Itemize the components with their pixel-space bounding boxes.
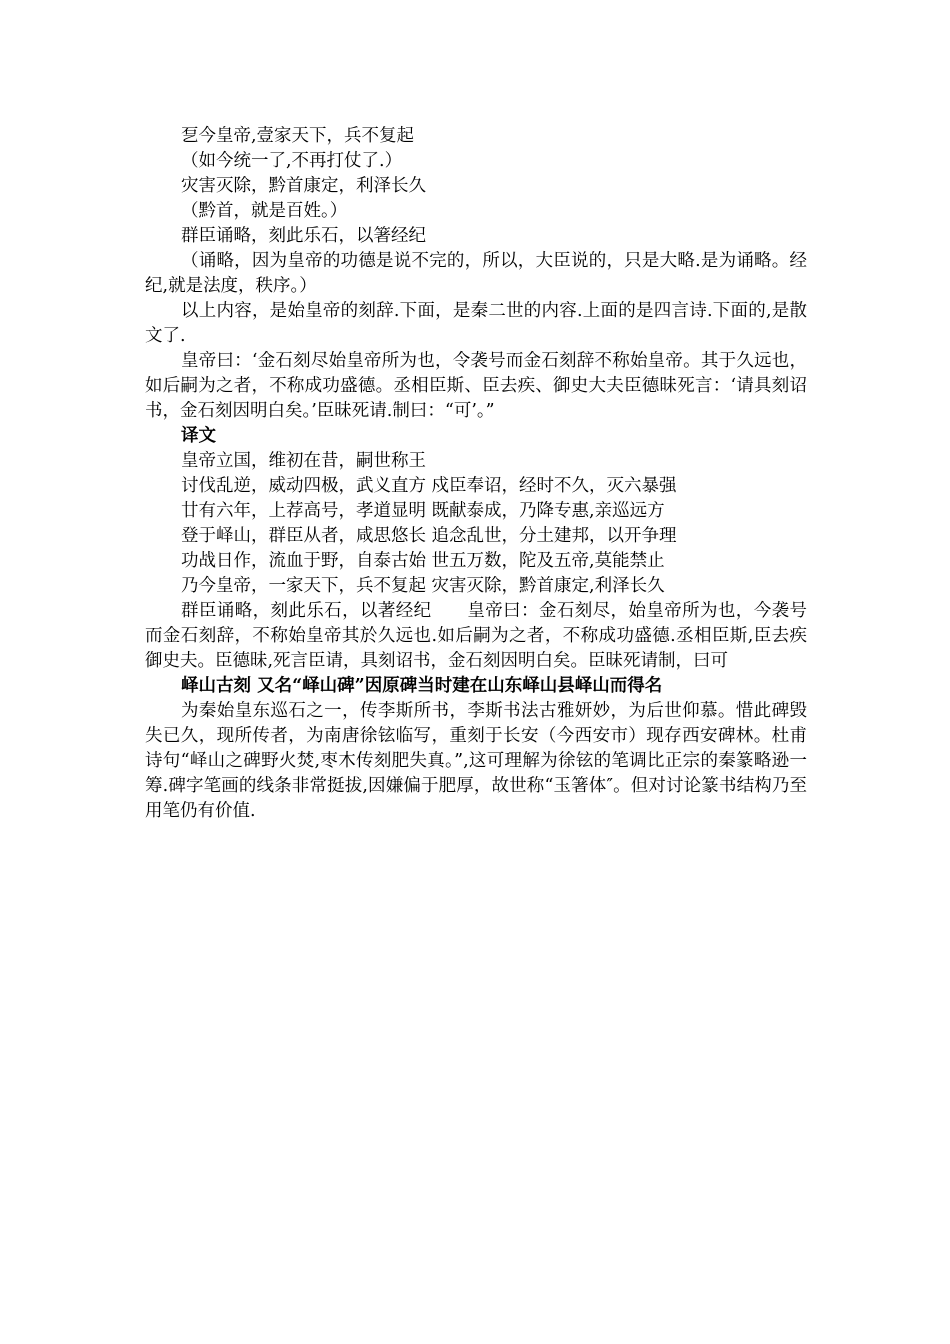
paragraph: （诵略，因为皇帝的功德是说不完的，所以，大臣说的，只是大略.是为诵略。经纪,就是法度，秩序。） bbox=[145, 251, 807, 296]
paragraph: 为秦始皇东巡石之一，传李斯所书，李斯书法古雅妍妙，为后世仰慕。惜此碑毁失已久，现所传者，为南唐徐铉临写，重刻于长安（今西安市）现存西安碑林。杜甫诗句“峄山之碑野火焚,枣木传刻肥失真。”,这可理解为徐铉的笔调比正宗的秦篆略逊一筹.碑字笔画的线条非常挺拔,因嫌偏于肥厚，故世称“玉箸体″。但对讨论篆书结构乃至用笔仍有价值. bbox=[145, 701, 807, 821]
paragraph: 登于峄山，群臣从者，咸思悠长 追念乱世，分土建邦，以开争理 bbox=[181, 526, 677, 546]
paragraph: （黔首，就是百姓。） bbox=[181, 201, 348, 221]
paragraph: 乃今皇帝，一家天下，兵不复起 灾害灭除，黔首康定,利泽长久 bbox=[181, 576, 665, 596]
paragraph: 功战日作，流血于野，自泰古始 世五万数，陀及五帝,莫能禁止 bbox=[181, 551, 665, 571]
paragraph: 群臣诵略，刻此乐石，以箸经纪 bbox=[181, 226, 426, 246]
paragraph: 皇帝曰：‘金石刻尽始皇帝所为也，令袭号而金石刻辞不称始皇帝。其于久远也，如后嗣为之者，不称成功盛德。丞相臣斯、臣去疾、御史大夫臣德昧死言：‘请具刻诏书，金石刻因明白矣。’臣昧死请.制曰：“可’。” bbox=[145, 351, 807, 421]
paragraph: 讨伐乱逆，威动四极，武义直方 戍臣奉诏，经时不久，灭六暴强 bbox=[181, 476, 677, 496]
document-body bbox=[145, 124, 807, 824]
section-heading-translation: 译文 bbox=[181, 426, 216, 446]
paragraph: 廿有六年，上荐高号，孝道显明 既献泰成，乃降专惠,亲巡远方 bbox=[181, 501, 665, 521]
paragraph: 皇帝立国，维初在昔，嗣世称王 bbox=[181, 451, 426, 471]
paragraph: 以上内容，是始皇帝的刻辞.下面，是秦二世的内容.上面的是四言诗.下面的,是散文了. bbox=[145, 301, 807, 346]
paragraph: （如今统一了,不再打仗了.） bbox=[181, 151, 403, 171]
section-heading-yishan: 峄山古刻 又名“峄山碑”因原碑当时建在山东峄山县峄山而得名 bbox=[181, 676, 663, 696]
paragraph: 灾害灭除，黔首康定，利泽长久 bbox=[181, 176, 426, 196]
paragraph: 群臣诵略，刻此乐石，以著经纪 皇帝曰：金石刻尽，始皇帝所为也，今袭号而金石刻辞，不称始皇帝其於久远也.如后嗣为之者，不称成功盛德.丞相臣斯,臣去疾御史夫。臣德昧,死言臣请，具刻诏书，金石刻因明白矣。臣昧死请制，曰可 bbox=[145, 601, 807, 671]
paragraph: 乭今皇帝,壹家天下，兵不复起 bbox=[181, 126, 415, 146]
